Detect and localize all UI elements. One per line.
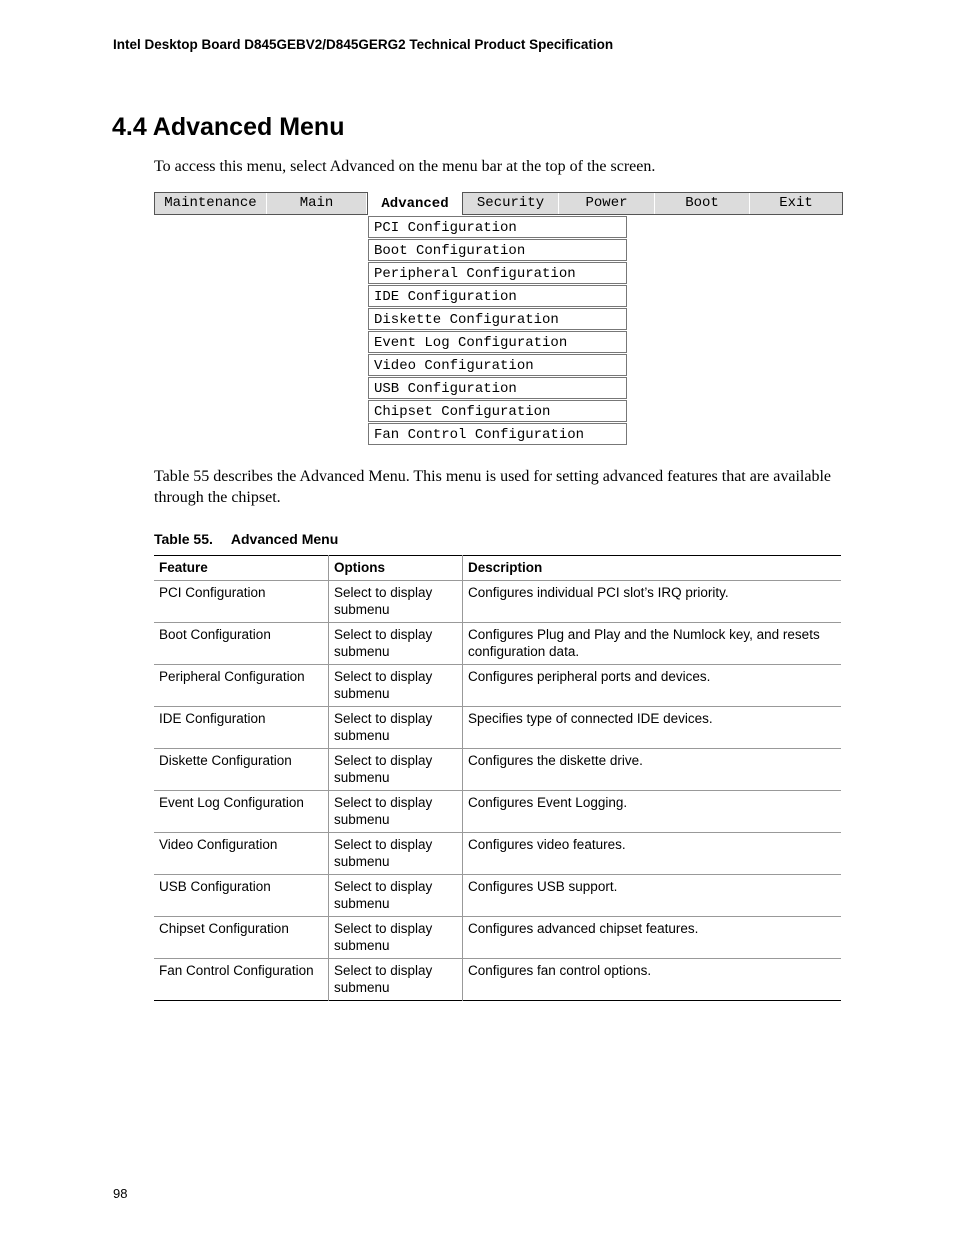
feature-cell: Event Log Configuration [154, 791, 329, 833]
options-cell: Select to display submenu [329, 623, 463, 665]
options-cell: Select to display submenu [329, 917, 463, 959]
submenu-item-chipset-configuration[interactable]: Chipset Configuration [368, 400, 627, 422]
options-cell: Select to display submenu [329, 875, 463, 917]
page-number: 98 [113, 1186, 128, 1201]
menu-item-main[interactable]: Main [267, 193, 367, 214]
advanced-menu-table [154, 555, 841, 1001]
description-cell: Configures video features. [463, 833, 842, 875]
table-row [154, 833, 841, 875]
header-options: Options [329, 556, 463, 581]
options-cell: Select to display submenu [329, 665, 463, 707]
table-row [154, 917, 841, 959]
menu-item-maintenance[interactable]: Maintenance [155, 193, 267, 214]
description-cell: Configures the diskette drive. [463, 749, 842, 791]
submenu-item-ide-configuration[interactable]: IDE Configuration [368, 285, 627, 307]
header-feature: Feature [154, 556, 329, 581]
table-row [154, 791, 841, 833]
options-cell: Select to display submenu [329, 791, 463, 833]
description-paragraph: Table 55 describes the Advanced Menu. This menu is used for setting advanced features that are available through the chipset. [154, 468, 832, 506]
table-row [154, 707, 841, 749]
menu-item-boot[interactable]: Boot [655, 193, 750, 214]
options-cell: Select to display submenu [329, 707, 463, 749]
table-row [154, 623, 841, 665]
table-row [154, 749, 841, 791]
submenu-item-event-log-configuration[interactable]: Event Log Configuration [368, 331, 627, 353]
description-cell: Configures Plug and Play and the Numlock key, and resets configuration data. [463, 623, 842, 665]
submenu-item-fan-control-configuration[interactable]: Fan Control Configuration [368, 423, 627, 445]
description-cell: Configures peripheral ports and devices. [463, 665, 842, 707]
submenu-item-video-configuration[interactable]: Video Configuration [368, 354, 627, 376]
menu-item-security[interactable]: Security [463, 193, 559, 214]
feature-cell: Boot Configuration [154, 623, 329, 665]
description-cell: Configures fan control options. [468, 963, 652, 978]
options-cell: Select to display submenu [329, 749, 463, 791]
submenu-item-pci-configuration[interactable]: PCI Configuration [368, 216, 627, 238]
description-cell: Configures Event Logging. [463, 791, 842, 833]
description-cell: Specifies type of connected IDE devices. [463, 707, 842, 749]
table-row [154, 665, 841, 707]
table-caption-number: Table 55. [154, 531, 213, 547]
bios-menu-bar [154, 192, 843, 215]
feature-cell: Video Configuration [154, 833, 329, 875]
description-cell: Configures advanced chipset features. [463, 917, 842, 959]
feature-cell: PCI Configuration [154, 581, 329, 623]
feature-cell: Chipset Configuration [154, 917, 329, 959]
feature-cell: Diskette Configuration [154, 749, 329, 791]
feature-cell: Fan Control Configuration [154, 959, 329, 1001]
submenu-item-boot-configuration[interactable]: Boot Configuration [368, 239, 627, 261]
feature-cell: Peripheral Configuration [154, 665, 329, 707]
intro-paragraph: To access this menu, select Advanced on the menu bar at the top of the screen. [154, 158, 656, 175]
description-cell: Configures USB support. [463, 875, 842, 917]
menu-item-advanced[interactable]: Advanced [367, 192, 463, 215]
submenu-item-usb-configuration[interactable]: USB Configuration [368, 377, 627, 399]
options-cell: Select to display submenu [329, 959, 463, 1001]
section-title: 4.4 Advanced Menu [112, 113, 345, 141]
table-caption [154, 531, 338, 547]
menu-item-power[interactable]: Power [559, 193, 655, 214]
advanced-submenu [368, 216, 627, 446]
submenu-item-peripheral-configuration[interactable]: Peripheral Configuration [368, 262, 627, 284]
table-row [154, 581, 841, 623]
options-cell: Select to display submenu [329, 833, 463, 875]
menu-item-exit[interactable]: Exit [779, 195, 813, 211]
table-row [154, 959, 841, 1001]
table-row [154, 875, 841, 917]
feature-cell: USB Configuration [154, 875, 329, 917]
header-description: Description [463, 556, 842, 581]
submenu-item-diskette-configuration[interactable]: Diskette Configuration [368, 308, 627, 330]
description-cell: Configures individual PCI slot’s IRQ priority. [463, 581, 842, 623]
feature-cell: IDE Configuration [154, 707, 329, 749]
options-cell: Select to display submenu [329, 581, 463, 623]
running-header: Intel Desktop Board D845GEBV2/D845GERG2 Technical Product Specification [113, 37, 614, 52]
table-caption-title: Advanced Menu [230, 531, 339, 547]
table-header-row [154, 556, 841, 581]
